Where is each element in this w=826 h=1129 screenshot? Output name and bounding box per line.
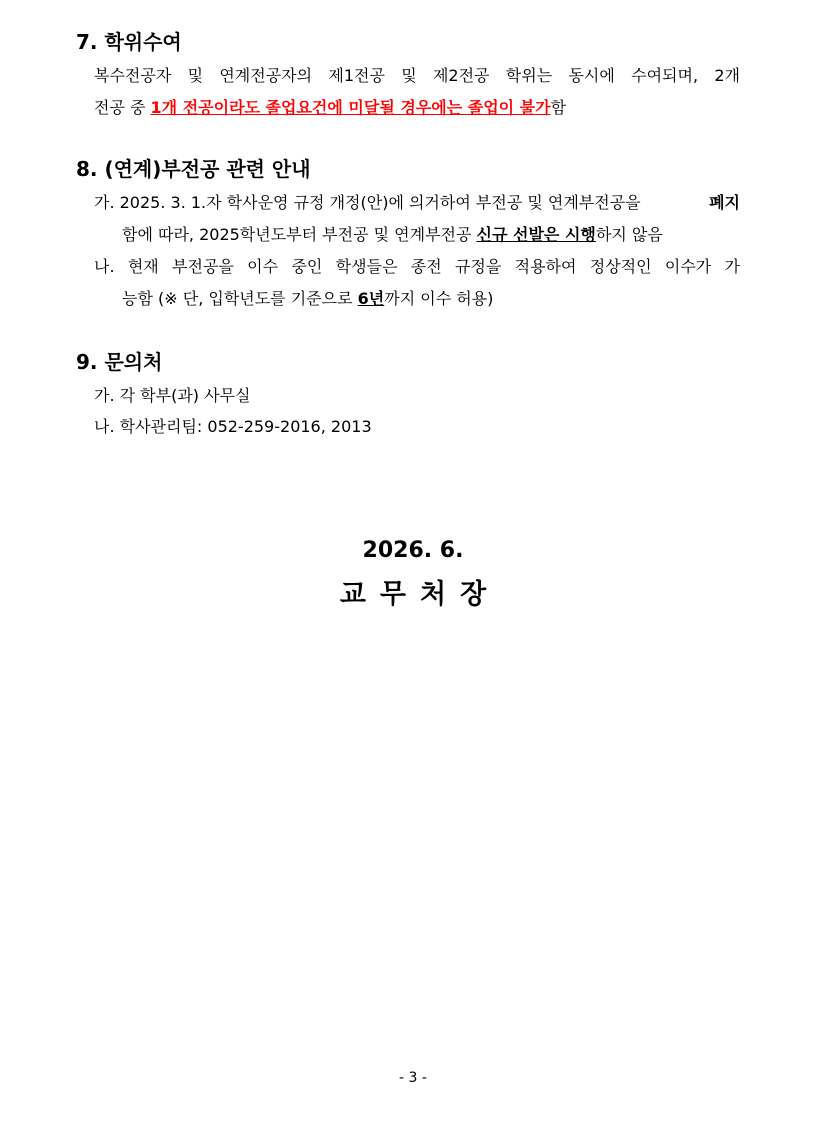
section-8-item-ga-line-1-text: 가. 2025. 3. 1.자 학사운영 규정 개정(안)에 의거하여 부전공 및 연계부전공을: [94, 193, 641, 212]
section-8-item-na-line-2-pre: 능함 (※ 단, 입학년도를 기준으로: [122, 289, 358, 308]
section-8-item-ga-line-2-pre: 함에 따라, 2025학년도부터 부전공 및 연계부전공: [122, 225, 477, 244]
section-7-line-2-pre: 전공 중: [94, 98, 151, 117]
new-selection-text: 신규 선발은 시행: [476, 225, 596, 244]
section-7-heading: 7. 학위수여: [76, 30, 182, 54]
section-9-item-contact: 나. 학사관리팀: 052-259-2016, 2013: [94, 417, 372, 436]
section-7-line-1: [94, 63, 740, 86]
section-8-item-ga-line-2: [122, 222, 663, 245]
section-7-line-2-post: 함: [550, 98, 567, 117]
section-9-heading: 9. 문의처: [76, 350, 163, 374]
section-7-line-1-text: 복수전공자 및 연계전공자의 제1전공 및 제2전공 학위는 동시에 수여되며, 2개: [94, 66, 740, 85]
section-8-item-ga-line-1-row: [94, 190, 740, 213]
section-8-heading: 8. (연계)부전공 관련 안내: [76, 157, 311, 181]
six-years-text: 6년: [357, 289, 385, 308]
graduation-warning: 1개 전공이라도 졸업요건에 미달될 경우에는 졸업이 불가: [150, 98, 551, 117]
section-8-item-ga-line-2-post: 하지 않음: [595, 225, 663, 244]
abolition-text: 폐지: [709, 193, 740, 212]
signature-date: 2026. 6.: [362, 538, 464, 563]
section-8-item-na-line-1-text: 나. 현재 부전공을 이수 중인 학생들은 종전 규정을 적용하여 정상적인 이수가 가: [94, 257, 740, 276]
section-8-item-ga-line-1: [94, 190, 740, 213]
section-8-item-na-line-1: [94, 254, 740, 277]
page-number: - 3 -: [399, 1070, 427, 1086]
section-7-line-2: [94, 95, 566, 118]
signature-office: 교무처장: [339, 579, 501, 610]
section-8-item-na-line-2-post: 까지 이수 허용): [384, 289, 494, 308]
section-9-item-office: 가. 각 학부(과) 사무실: [94, 386, 251, 405]
section-8-item-na-line-2: [122, 286, 493, 309]
